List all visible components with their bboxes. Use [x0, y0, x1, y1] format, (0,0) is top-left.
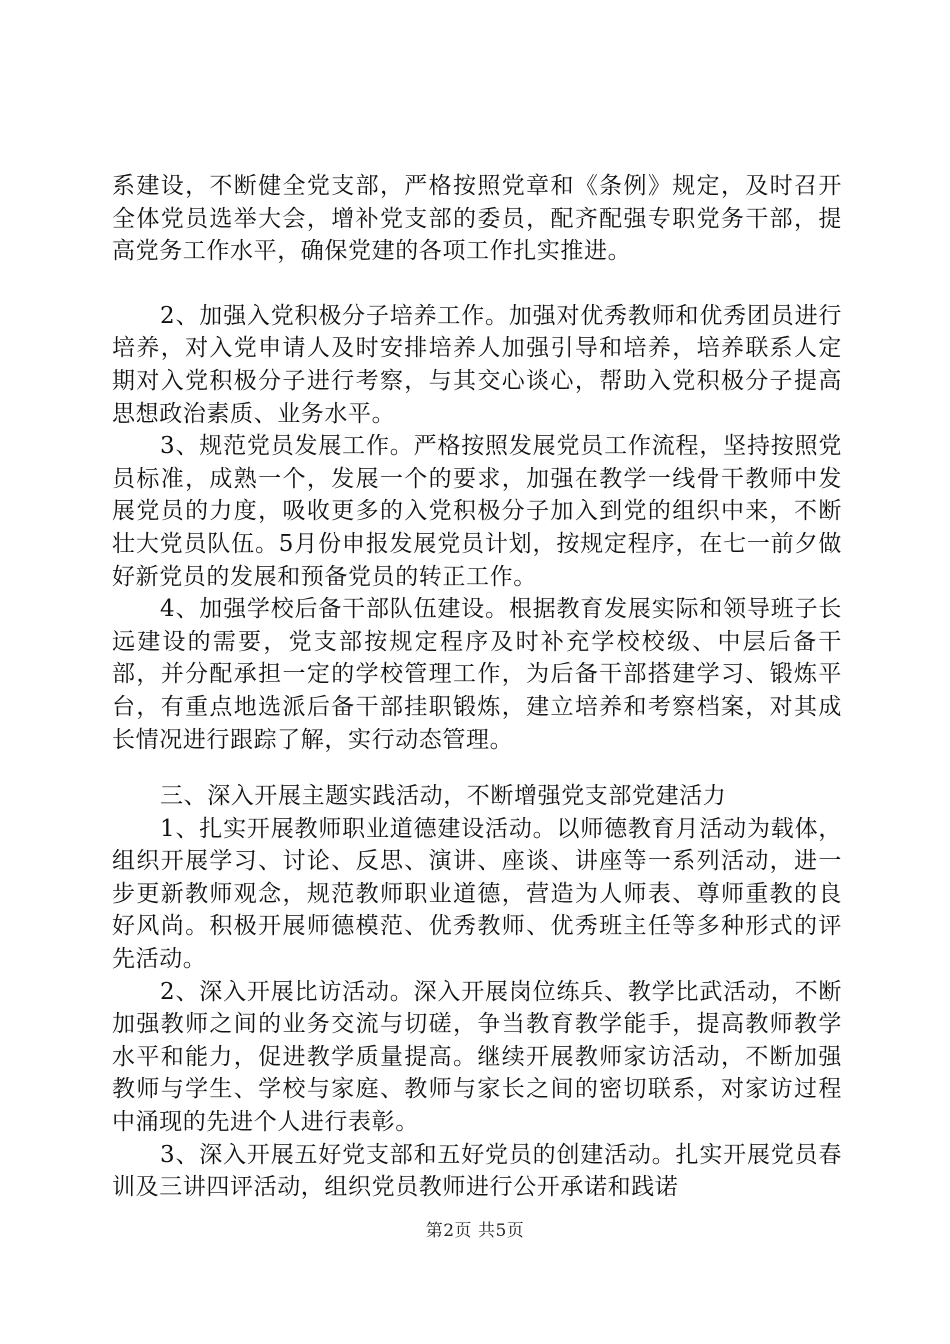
paragraph-party-building-continuation: 系建设，不断健全党支部，严格按照党章和《条例》规定，及时召开全体党员选举大会，增补党支部的委员，配齐配强专职党务干部，提高党务工作水平，确保党建的各项工作扎实推进。 — [112, 173, 842, 265]
paragraph-competition-visits: 2、深入开展比访活动。深入开展岗位练兵、教学比武活动，不断加强教师之间的业务交流与切磋，争当教育教学能手，提高教师教学水平和能力，促进教学质量提高。继续开展教师家访活动，不断加强教师与学生、学校与家庭、教师与家长之间的密切联系，对家访过程中涌现的先进个人进行表彰。 — [112, 978, 842, 1136]
document-body — [112, 170, 842, 1204]
paragraph-spacer — [112, 756, 842, 780]
paragraph-member-development: 3、规范党员发展工作。严格按照发展党员工作流程，坚持按照党员标准，成熟一个，发展一个的要求，加强在教学一线骨干教师中发展党员的力度，吸收更多的入党积极分子加入到党的组织中来，不断壮大党员队伍。5月份申报发展党员计划，按规定程序，在七一前夕做好新党员的发展和预备党员的转正工作。 — [112, 433, 842, 590]
page-footer: 第2页 共5页 — [425, 1221, 525, 1241]
paragraph-ethics-activities: 1、扎实开展教师职业道德建设活动。以师德教育月活动为载体，组织开展学习、讨论、反思、演讲、座谈、讲座等一系列活动，进一步更新教师观念，规范教师职业道德，营造为人师表、尊师重教的良好风尚。积极开展师德模范、优秀教师、优秀班主任等多种形式的评先活动。 — [112, 815, 842, 973]
paragraph-spacer — [112, 268, 842, 300]
paragraph-activist-training: 2、加强入党积极分子培养工作。加强对优秀教师和优秀团员进行培养，对入党申请人及时安排培养人加强引导和培养，培养联系人定期对入党积极分子进行考察，与其交心谈心，帮助入党积极分子提高思想政治素质、业务水平。 — [112, 302, 842, 427]
section-heading-three: 三、深入开展主题实践活动，不断增强党支部党建活力 — [160, 783, 727, 810]
paragraph-five-good-campaign: 3、深入开展五好党支部和五好党员的创建活动。扎实开展党员春训及三讲四评活动，组织党员教师进行公开承诺和践诺 — [112, 1141, 842, 1201]
paragraph-reserve-cadres: 4、加强学校后备干部队伍建设。根据教育发展实际和领导班子长远建设的需要，党支部按规定程序及时补充学校校级、中层后备干部，并分配承担一定的学校管理工作，为后备干部搭建学习、锻炼平台，有重点地选派后备干部挂职锻炼，建立培养和考察档案，对其成长情况进行跟踪了解，实行动态管理。 — [112, 596, 842, 753]
